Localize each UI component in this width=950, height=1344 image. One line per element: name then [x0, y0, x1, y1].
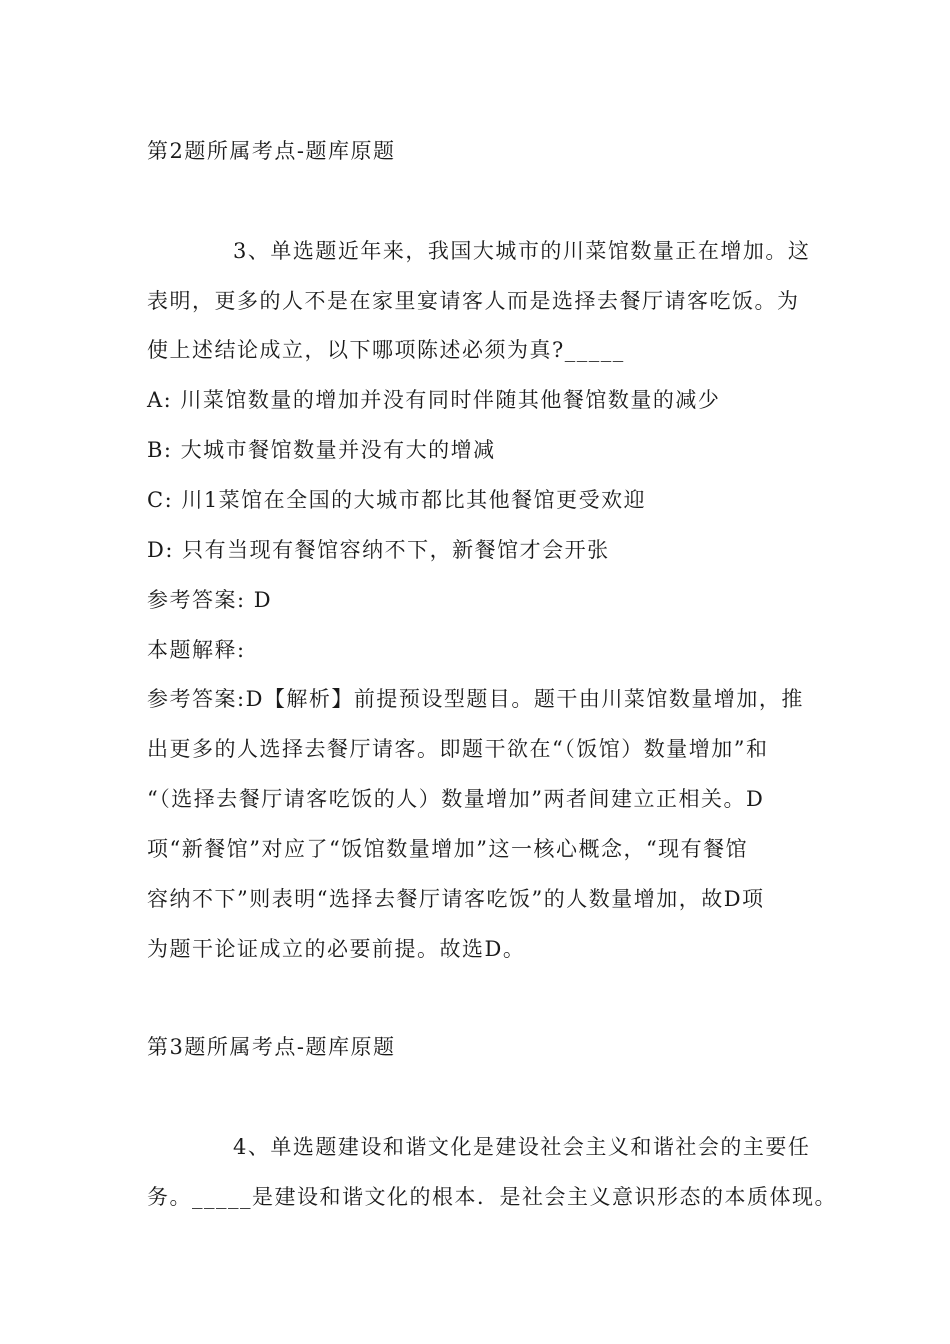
explanation-line-5: 容纳不下”则表明“选择去餐厅请客吃饭”的人数量增加，故D项	[147, 887, 765, 911]
explanation-line-4: 项“新餐馆”对应了“饭馆数量增加”这一核心概念，“现有餐馆	[147, 837, 749, 861]
question-4-line-2: 务。_____是建设和谐文化的根本．是社会主义意识形态的本质体现。	[147, 1185, 837, 1209]
explanation-line-3: “（选择去餐厅请客吃饭的人）数量增加”两者间建立正相关。D	[147, 787, 765, 811]
question-4-line-1: 4、单选题建设和谐文化是建设社会主义和谐社会的主要任	[233, 1135, 811, 1159]
section-2-heading: 第2题所属考点-题库原题	[147, 139, 396, 163]
question-3-line-1: 3、单选题近年来，我国大城市的川菜馆数量正在增加。这	[233, 239, 811, 263]
explanation-line-6: 为题干论证成立的必要前提。故选D。	[147, 937, 526, 961]
option-b: B: 大城市餐馆数量并没有大的增减	[147, 438, 496, 462]
option-c: C: 川1菜馆在全国的大城市都比其他餐馆更受欢迎	[147, 488, 647, 512]
question-3-line-3: 使上述结论成立，以下哪项陈述必须为真?_____	[147, 338, 625, 362]
option-d: D: 只有当现有餐馆容纳不下，新餐馆才会开张	[147, 538, 610, 562]
section-3-heading: 第3题所属考点-题库原题	[147, 1035, 396, 1059]
option-a: A: 川菜馆数量的增加并没有同时伴随其他餐馆数量的减少	[147, 388, 721, 412]
question-3-line-2: 表明，更多的人不是在家里宴请客人而是选择去餐厅请客吃饭。为	[147, 289, 800, 313]
explanation-label: 本题解释:	[147, 638, 246, 662]
reference-answer: 参考答案: D	[147, 588, 273, 612]
explanation-line-1: 参考答案:D【解析】前提预设型题目。题干由川菜馆数量增加，推	[147, 687, 804, 711]
explanation-line-2: 出更多的人选择去餐厅请客。即题干欲在“（饭馆）数量增加”和	[147, 737, 769, 761]
